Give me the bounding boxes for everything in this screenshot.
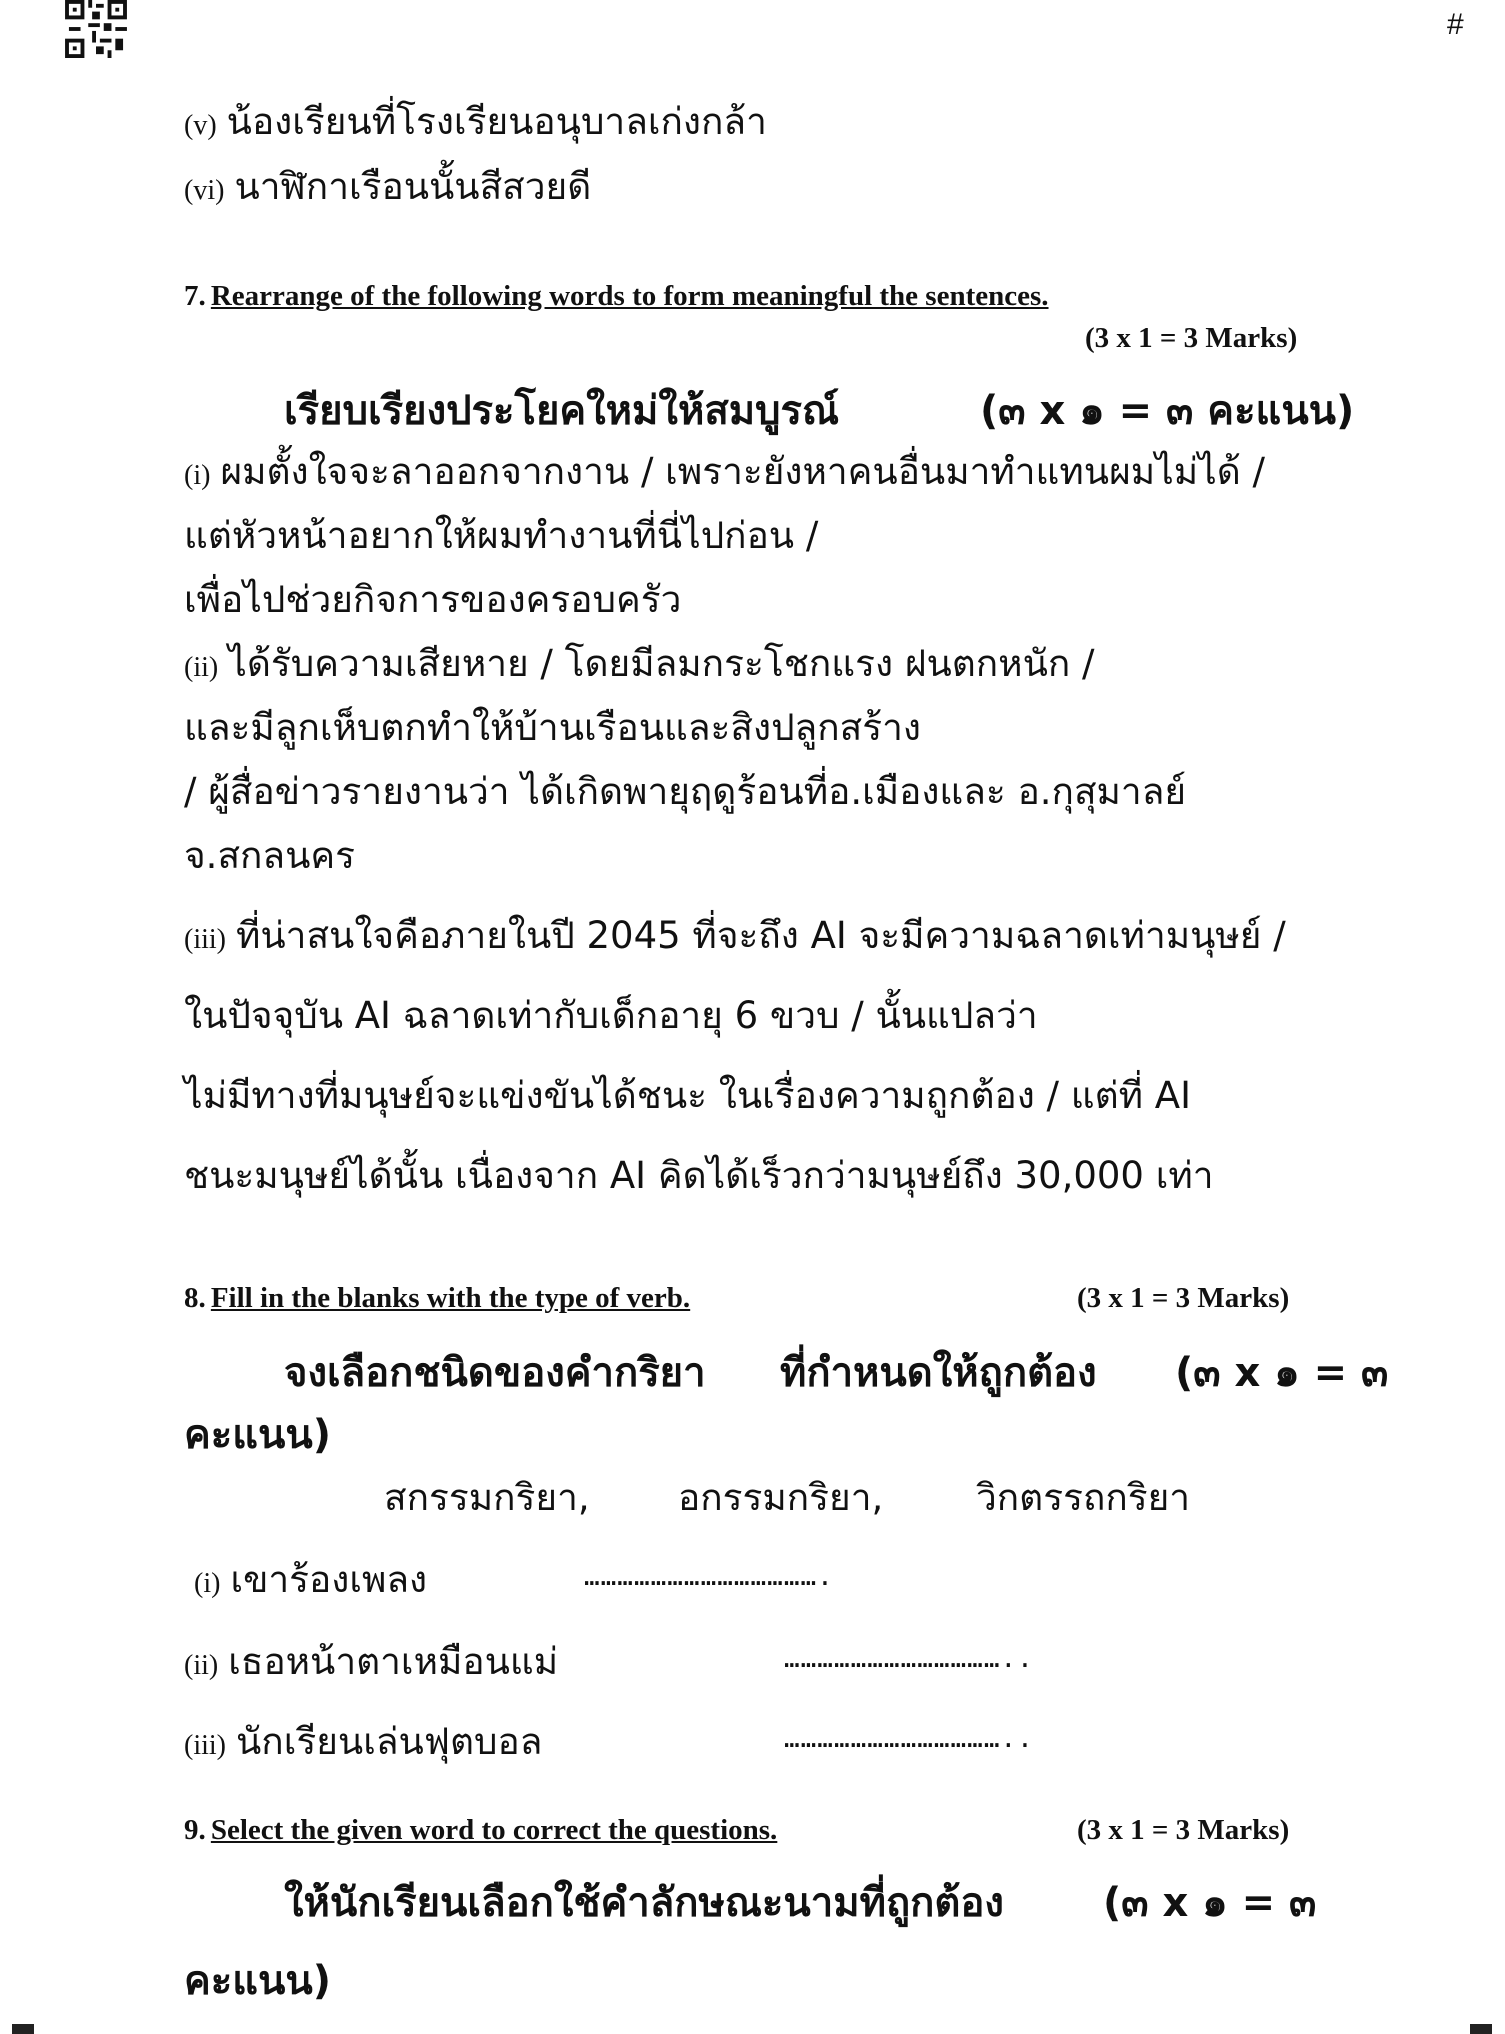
answer-blank[interactable]: ………………………………….. bbox=[784, 1724, 1034, 1754]
scan-corner-mark bbox=[12, 2024, 34, 2034]
q8-option-3: วิกตรรถกริยา bbox=[976, 1476, 1191, 1519]
q7-iii-line2: ในปัจจุบัน AI ฉลาดเท่ากับเด็กอายุ 6 ขวบ / นั้นแปลว่า bbox=[184, 994, 1038, 1037]
q7-iii-line3: ไม่มีทางที่มนุษย์จะแข่งขันได้ชนะ ในเรื่องความถูกต้อง / แต่ที่ AI bbox=[184, 1074, 1192, 1117]
question-title: Rearrange of the following words to form meaningful the sentences. bbox=[210, 280, 1049, 312]
q7-title bbox=[184, 280, 1049, 313]
q7-marks: (3 x 1 = 3 Marks) bbox=[1085, 322, 1298, 354]
q7-ii-line1 bbox=[184, 634, 1095, 693]
question-title: Fill in the blanks with the type of verb. bbox=[210, 1282, 691, 1314]
item-text: ผมตั้งใจจะลาออกจากงาน / เพราะยังหาคนอื่นมาทำแทนผมไม่ได้ / bbox=[220, 450, 1266, 493]
q6-item-v bbox=[184, 92, 767, 151]
question-number: 7. bbox=[184, 280, 206, 312]
q7-iii-line4: ชนะมนุษย์ได้นั้น เนื่องจาก AI คิดได้เร็วกว่ามนุษย์ถึง 30,000 เท่า bbox=[184, 1154, 1214, 1197]
item-number: (i) bbox=[194, 1568, 221, 1599]
q8-title bbox=[184, 1282, 690, 1315]
q6-item-vi bbox=[184, 157, 591, 216]
item-number: (ii) bbox=[184, 652, 219, 683]
q8-option-1: สกรรมกริยา, bbox=[384, 1476, 590, 1519]
answer-blank[interactable]: ………………………………….. bbox=[784, 1644, 1034, 1674]
q8-thai-heading-a: จงเลือกชนิดของคำกริยา bbox=[284, 1350, 706, 1396]
q7-ii-line3: / ผู้สื่อข่าวรายงานว่า ได้เกิดพายุฤดูร้อนที่อ.เมืองและ อ.กุสุมาลย์ bbox=[184, 770, 1187, 813]
q8-thai-marks-cont: คะแนน) bbox=[184, 1412, 331, 1458]
item-text: ที่น่าสนใจคือภายในปี 2045 ที่จะถึง AI จะมีความฉลาดเท่ามนุษย์ / bbox=[236, 914, 1286, 957]
question-number: 8. bbox=[184, 1282, 206, 1314]
q8-marks: (3 x 1 = 3 Marks) bbox=[1077, 1282, 1290, 1314]
q7-i-line3: เพื่อไปช่วยกิจการของครอบครัว bbox=[184, 578, 682, 621]
q9-thai-marks-cont: คะแนน) bbox=[184, 1958, 331, 2004]
question-number: 9. bbox=[184, 1814, 206, 1846]
scan-corner-mark bbox=[1470, 2024, 1492, 2034]
item-number: (ii) bbox=[184, 1650, 219, 1681]
qr-code-icon bbox=[64, 0, 128, 58]
q8-item-iii bbox=[184, 1712, 542, 1771]
q8-thai-marks: (๓ x ๑ = ๓ bbox=[1175, 1350, 1389, 1396]
q7-thai-marks: (๓ x ๑ = ๓ คะแนน) bbox=[980, 388, 1355, 434]
item-text: นักเรียนเล่นฟุตบอล bbox=[236, 1720, 543, 1763]
q9-thai-marks: (๓ x ๑ = ๓ bbox=[1103, 1880, 1317, 1926]
q8-thai-heading-b: ที่กำหนดให้ถูกต้อง bbox=[780, 1350, 1097, 1396]
q7-i-line2: แต่หัวหน้าอยากให้ผมทำงานที่นี่ไปก่อน / bbox=[184, 514, 819, 557]
item-number: (iii) bbox=[184, 1730, 226, 1761]
q8-item-i bbox=[194, 1550, 427, 1609]
q9-title bbox=[184, 1814, 777, 1847]
q9-thai-heading: ให้นักเรียนเลือกใช้คำลักษณะนามที่ถูกต้อง bbox=[284, 1880, 1004, 1926]
q7-iii-line1 bbox=[184, 906, 1286, 965]
page-number-mark: # bbox=[1447, 8, 1464, 41]
item-text: น้องเรียนที่โรงเรียนอนุบาลเก่งกล้า bbox=[226, 100, 767, 143]
answer-blank[interactable]: ……………………………………. bbox=[584, 1562, 834, 1592]
q7-ii-line2: และมีลูกเห็บตกทำให้บ้านเรือนและสิงปลูกสร้าง bbox=[184, 706, 921, 749]
item-text: นาฬิกาเรือนนั้นสีสวยดี bbox=[234, 165, 592, 208]
item-number: (i) bbox=[184, 460, 211, 491]
question-title: Select the given word to correct the questions. bbox=[210, 1814, 778, 1846]
item-text: เธอหน้าตาเหมือนแม่ bbox=[228, 1640, 559, 1683]
q7-thai-heading: เรียบเรียงประโยคใหม่ให้สมบูรณ์ bbox=[284, 388, 840, 434]
q7-ii-line4: จ.สกลนคร bbox=[184, 834, 356, 877]
item-number: (vi) bbox=[184, 175, 225, 206]
item-text: เขาร้องเพลง bbox=[230, 1558, 428, 1601]
item-number: (v) bbox=[184, 110, 217, 141]
q9-marks: (3 x 1 = 3 Marks) bbox=[1077, 1814, 1290, 1846]
q7-i-line1 bbox=[184, 442, 1265, 501]
q8-item-ii bbox=[184, 1632, 558, 1691]
item-number: (iii) bbox=[184, 924, 226, 955]
item-text: ได้รับความเสียหาย / โดยมีลมกระโชกแรง ฝนตกหนัก / bbox=[228, 642, 1095, 685]
q8-option-2: อกรรมกริยา, bbox=[678, 1476, 884, 1519]
